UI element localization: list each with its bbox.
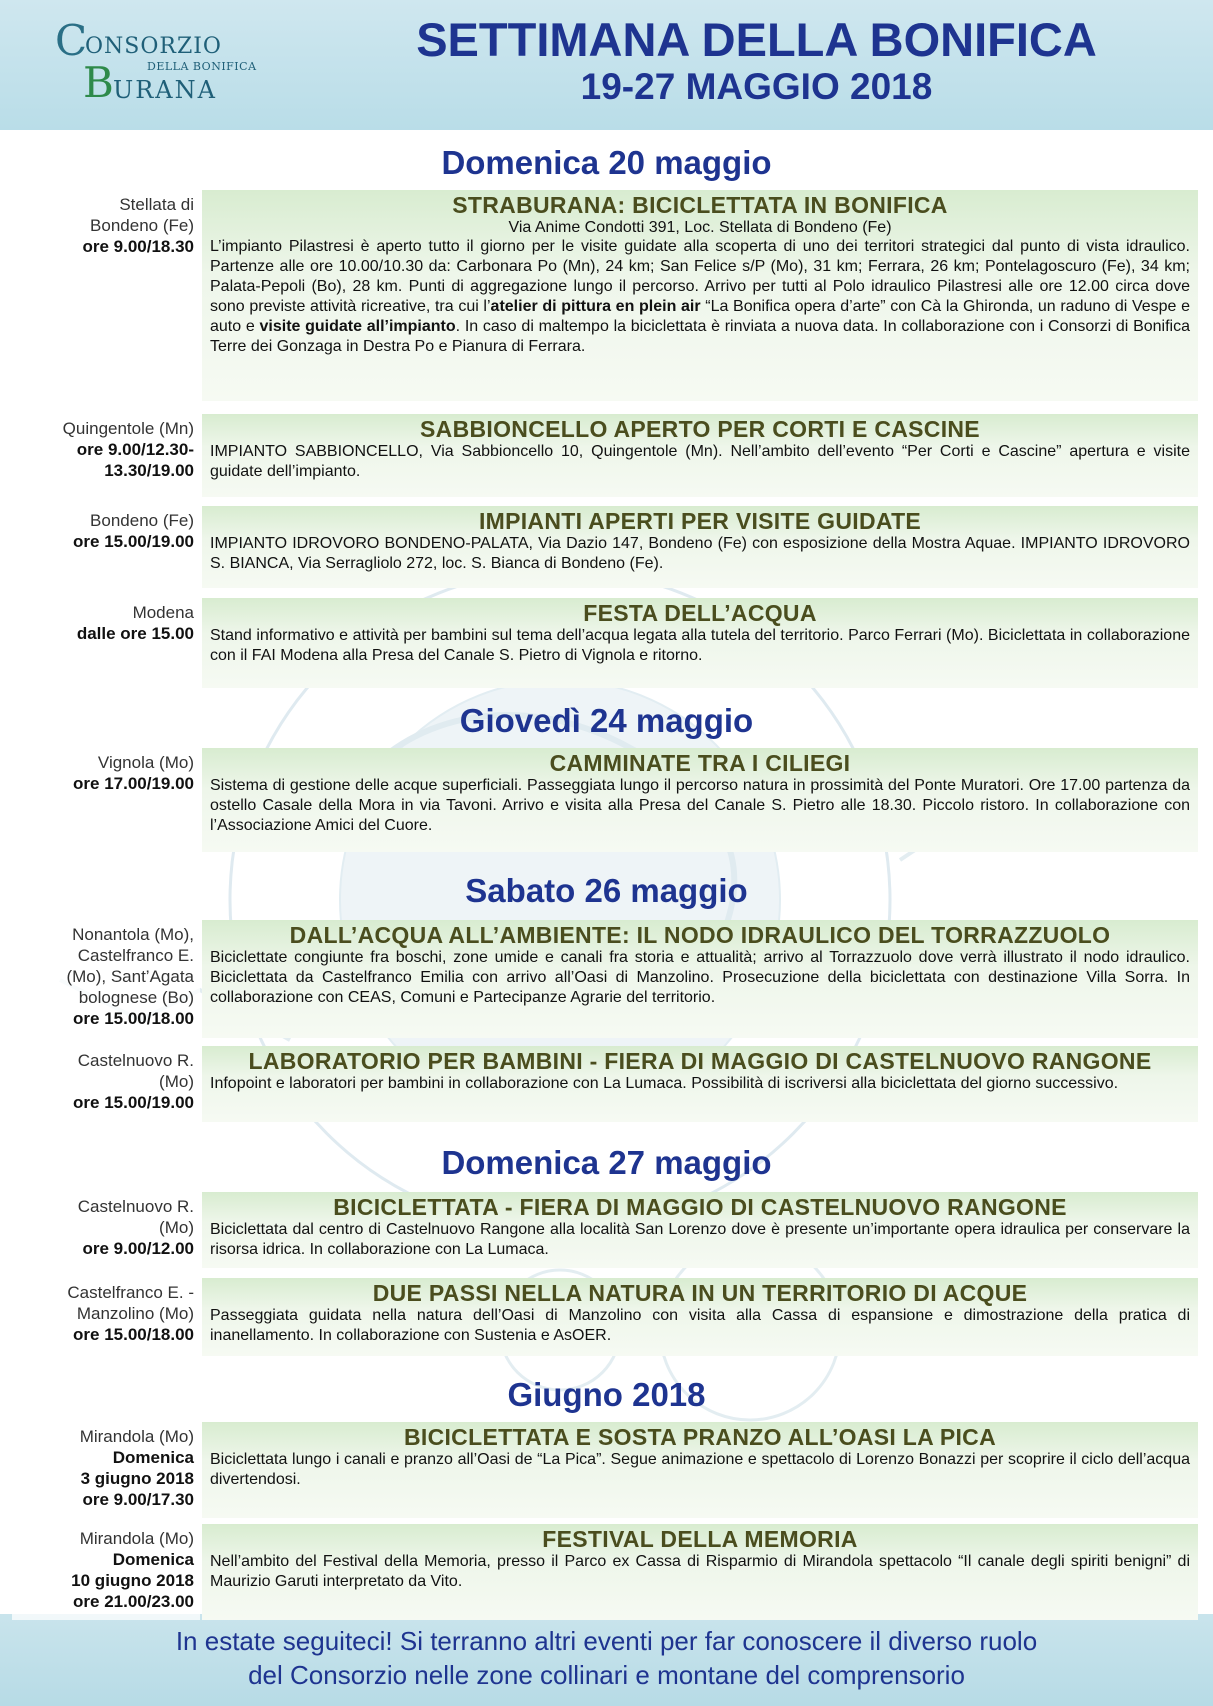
- event-place: Mirandola (Mo): [79, 1427, 194, 1446]
- event-title: BICICLETTATA - FIERA DI MAGGIO DI CASTELNUOVO RANGONE: [333, 1194, 1067, 1220]
- event-row: [12, 506, 1198, 588]
- event-description: L’impianto Pilastresi è aperto tutto il giorno per le visite guidate alla scoperta di uno dei territori strategici dal punto di vista idraulico. Partenze alle ore 10.00/10.30 da: Carbonara Po (Mn), 24 km; San Felice s/P (Mo), 31 km; Ferrara, 26 km; Pontelagoscuro (Fe), 34 km; Palata-Pepoli (Bo), 28 km. Punti di aggregazione lungo il percorso. Arrivo per tutti al Polo idraulico Pilastresi alle ore 12.00 circa dove sono previste attività ricreative, tra cui l’atelier di pittura en plein air “La Bonifica opera d’arte” con Cà la Ghironda, un raduno di Vespe e auto e visite guidate all’impianto. In caso di maltempo la biciclettata è rinviata a nuova data. In collaborazione con i Consorzi di Bonifica Terre dei Gonzaga in Destra Po e Pianura di Ferrara.: [210, 238, 1191, 355]
- header-banner: [0, 0, 1213, 130]
- footer-line: In estate seguiteci! Si terranno altri eventi per far conoscere il diverso ruolo: [175, 1626, 1038, 1656]
- event-body: [202, 1524, 1198, 1620]
- event-place: Stellata di: [119, 195, 194, 214]
- logo-letter-b: B: [83, 58, 114, 107]
- event-location: Via Anime Condotti 391, Loc. Stellata di Bondeno (Fe): [508, 219, 892, 236]
- event-description: Infopoint e laboratori per bambini in collaborazione con La Lumaca. Possibilità di iscriversi alla biciclettata del giorno successivo.: [210, 1075, 1119, 1092]
- event-title: FESTIVAL DELLA MEMORIA: [542, 1526, 858, 1552]
- event-time: Domenica: [112, 1550, 194, 1569]
- event-when: [12, 598, 200, 688]
- event-title: LABORATORIO PER BAMBINI - FIERA DI MAGGIO DI CASTELNUOVO RANGONE: [248, 1048, 1152, 1074]
- day-heading: Domenica 27 maggio: [441, 1144, 772, 1181]
- event-body: [202, 506, 1198, 588]
- logo-letter-c: C: [55, 16, 88, 65]
- event-row: [12, 190, 1198, 401]
- event-body: [202, 920, 1198, 1038]
- event-description: Biciclettata dal centro di Castelnuovo Rangone alla località San Lorenzo dove è presente un’importante opera idraulica per conservare la risorsa idrica. In collaborazione con La Lumaca.: [210, 1221, 1190, 1258]
- logo-consorzio-text: ONSORZIO: [85, 34, 222, 59]
- event-body: [202, 598, 1198, 688]
- day-heading: Giugno 2018: [507, 1376, 706, 1413]
- event-when: [12, 920, 200, 1038]
- event-body: [202, 1422, 1198, 1518]
- event-time: ore 21.00/23.00: [73, 1592, 194, 1611]
- event-description: Biciclettate congiunte fra boschi, zone umide e canali fra storia e attualità; arrivo al Torrazzuolo dove verrà illustrato il nodo idraulico. Biciclettata da Castelfranco Emilia con arrivo all’Oasi di Manzolino. Prosecuzione della biciclettata con destinazione Villa Sorra. In collaborazione con CEAS, Comuni e Partecipanze Agrarie del territorio.: [210, 949, 1190, 1006]
- event-title: DUE PASSI NELLA NATURA IN UN TERRITORIO DI ACQUE: [372, 1280, 1028, 1306]
- event-time: ore 15.00/18.00: [73, 1325, 194, 1344]
- event-when: [12, 1422, 200, 1518]
- footer-banner: [0, 1614, 1213, 1706]
- event-when: [12, 1192, 200, 1268]
- event-place: Nonantola (Mo),: [72, 925, 194, 944]
- event-title: BICICLETTATA E SOSTA PRANZO ALL’OASI LA PICA: [403, 1424, 997, 1450]
- event-description: Nell’ambito del Festival della Memoria, presso il Parco ex Cassa di Risparmio di Mirandola spettacolo “Il canale degli spiriti benigni” di Maurizio Garuti interpretato da Vito.: [210, 1553, 1190, 1590]
- event-place: Quingentole (Mn): [62, 419, 194, 438]
- event-time: ore 17.00/19.00: [73, 774, 194, 793]
- event-place: bolognese (Bo): [78, 988, 194, 1007]
- footer-line: del Consorzio nelle zone collinari e montane del comprensorio: [248, 1660, 965, 1690]
- event-place: Modena: [132, 603, 194, 622]
- event-description: IMPIANTO IDROVORO BONDENO-PALATA, Via Dazio 147, Bondeno (Fe) con esposizione della Mostra Aquae. IMPIANTO IDROVORO S. BIANCA, Via Serragliolo 272, loc. S. Bianca di Bondeno (Fe).: [210, 535, 1190, 572]
- day-heading: Sabato 26 maggio: [465, 872, 748, 909]
- event-place: Manzolino (Mo): [76, 1304, 194, 1323]
- event-place: Bondeno (Fe): [90, 511, 194, 530]
- event-time: 13.30/19.00: [104, 461, 194, 480]
- event-row: [12, 1524, 1198, 1620]
- event-row: [12, 414, 1198, 497]
- event-when: [12, 1046, 200, 1122]
- event-title: IMPIANTI APERTI PER VISITE GUIDATE: [478, 508, 922, 534]
- page-title: SETTIMANA DELLA BONIFICA: [416, 13, 1097, 66]
- event-row: [12, 1422, 1198, 1518]
- event-place: Mirandola (Mo): [79, 1529, 194, 1548]
- event-title: SABBIONCELLO APERTO PER CORTI E CASCINE: [420, 416, 980, 442]
- event-row: [12, 598, 1198, 688]
- event-when: [12, 190, 200, 401]
- event-time: ore 9.00/18.30: [82, 237, 194, 256]
- event-place: Castelfranco E.: [77, 946, 194, 965]
- event-place: (Mo): [159, 1218, 194, 1237]
- event-time: ore 15.00/18.00: [73, 1009, 194, 1028]
- event-title: FESTA DELL’ACQUA: [583, 600, 817, 626]
- event-description: Stand informativo e attività per bambini sul tema dell’acqua legata alla tutela del territorio. Parco Ferrari (Mo). Biciclettata in collaborazione con il FAI Modena alla Presa del Canale S. Pietro di Vignola e ritorno.: [210, 627, 1190, 664]
- event-time: 3 giugno 2018: [80, 1469, 194, 1488]
- event-when: [12, 1524, 200, 1620]
- event-when: [12, 414, 200, 497]
- event-row: [12, 748, 1198, 852]
- event-time: Domenica: [112, 1448, 194, 1467]
- event-when: [12, 1278, 200, 1356]
- event-when: [12, 748, 200, 852]
- event-description: IMPIANTO SABBIONCELLO, Via Sabbioncello 10, Quingentole (Mn). Nell’ambito dell’evento “Per Corti e Cascine” apertura e visite guidate dell’impianto.: [210, 443, 1190, 480]
- event-row: [12, 1046, 1198, 1122]
- event-place: Castelnuovo R.: [77, 1051, 194, 1070]
- event-body: [202, 414, 1198, 497]
- event-description: Sistema di gestione delle acque superficiali. Passeggiata lungo il percorso natura in prossimità del Ponte Muratori. Ore 17.00 partenza da ostello Casale della Mora in via Tavoni. Arrivo e visita alla Presa del Canale S. Pietro alle 18.30. Piccolo ristoro. In collaborazione con l’Associazione Amici del Cuore.: [210, 777, 1190, 834]
- event-time: ore 15.00/19.00: [73, 532, 194, 551]
- page-subtitle: 19-27 MAGGIO 2018: [580, 66, 933, 107]
- event-place: (Mo): [159, 1072, 194, 1091]
- event-place: Bondeno (Fe): [90, 216, 194, 235]
- event-description: Biciclettata lungo i canali e pranzo all’Oasi de “La Pica”. Segue animazione e spettacolo di Lorenzo Bonazzi per scoprire il ciclo dell’acqua divertendosi.: [210, 1451, 1190, 1488]
- event-body: [202, 748, 1198, 852]
- event-body: [202, 1046, 1198, 1122]
- event-time: ore 9.00/12.30-: [76, 440, 194, 459]
- day-heading: Giovedì 24 maggio: [459, 702, 754, 739]
- event-place: Castelfranco E. -: [67, 1283, 194, 1302]
- event-body: [202, 190, 1198, 401]
- event-place: Castelnuovo R.: [77, 1197, 194, 1216]
- event-body: [202, 1192, 1198, 1268]
- event-body: [202, 1278, 1198, 1356]
- event-title: CAMMINATE TRA I CILIEGI: [549, 750, 851, 776]
- consorzio-logo: [55, 16, 265, 115]
- event-time: ore 9.00/12.00: [82, 1239, 194, 1258]
- event-place: (Mo), Sant’Agata: [66, 967, 194, 986]
- event-row: [12, 1278, 1198, 1356]
- event-row: [12, 920, 1198, 1038]
- logo-della-bonifica-text: DELLA BONIFICA: [147, 60, 257, 73]
- event-time: dalle ore 15.00: [76, 624, 194, 643]
- event-time: 10 giugno 2018: [71, 1571, 194, 1590]
- event-description: Passeggiata guidata nella natura dell’Oasi di Manzolino con visita alla Cassa di espansione e dimostrazione della pratica di inanellamento. In collaborazione con Sustenia e AsOER.: [210, 1307, 1190, 1344]
- event-title: DALL’ACQUA ALL’AMBIENTE: IL NODO IDRAULICO DEL TORRAZZUOLO: [289, 922, 1111, 948]
- day-heading: Domenica 20 maggio: [441, 144, 772, 181]
- event-time: ore 15.00/19.00: [73, 1093, 194, 1112]
- event-title: STRABURANA: BICICLETTATA IN BONIFICA: [452, 192, 948, 218]
- event-place: Vignola (Mo): [97, 753, 194, 772]
- event-when: [12, 506, 200, 588]
- event-time: ore 9.00/17.30: [82, 1490, 194, 1509]
- event-row: [12, 1192, 1198, 1268]
- logo-burana-text: URANA: [113, 76, 217, 104]
